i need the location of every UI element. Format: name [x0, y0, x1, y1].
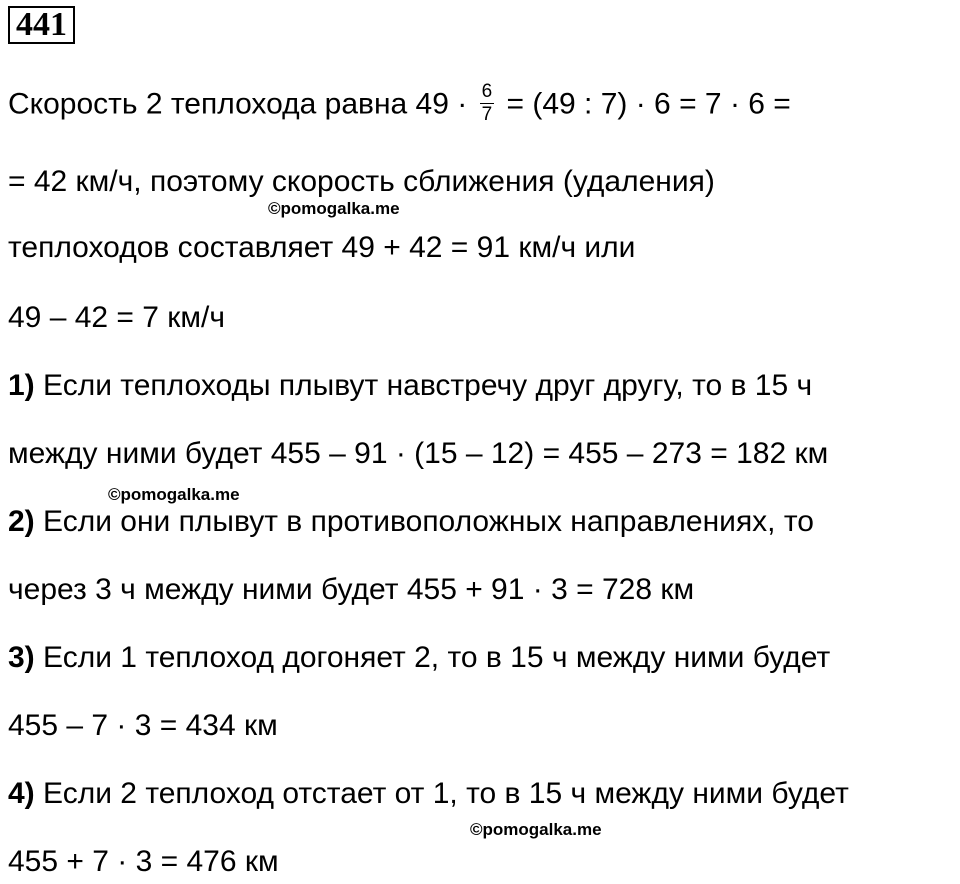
case-2-text: Если они плывут в противоположных направлениях, то: [34, 505, 814, 538]
solution-line-1: [8, 81, 791, 127]
line1-text-after: = (49 : 7) · 6 = 7 · 6 =: [506, 87, 791, 121]
watermark: ©pomogalka.me: [268, 199, 400, 218]
solution-line-2: = 42 км/ч, поэтому скорость сближения (удаления): [8, 165, 715, 198]
case-4-text: Если 2 теплоход отстает от 1, то в 15 ч между ними будет: [34, 777, 849, 810]
case-3-marker: 3): [8, 641, 35, 674]
line1-text-before: Скорость 2 теплохода равна 49 ·: [8, 87, 468, 121]
case-1-marker: 1): [8, 369, 35, 402]
case-4-marker: 4): [8, 777, 35, 810]
case-2-line: [8, 502, 814, 542]
case-3-text: Если 1 теплоход догоняет 2, то в 15 ч между ними будет: [34, 641, 831, 674]
case-4-continuation: 455 + 7 · 3 = 476 км: [8, 845, 279, 878]
case-1-line: [8, 366, 812, 406]
case-3-continuation: 455 – 7 · 3 = 434 км: [8, 709, 278, 742]
fraction-numerator: 6: [481, 81, 493, 102]
fraction-6-7: [480, 82, 495, 125]
solution-line-3: теплоходов составляет 49 + 42 = 91 км/ч или: [8, 231, 636, 264]
watermark: ©pomogalka.me: [470, 820, 602, 839]
case-1-continuation: между ними будет 455 – 91 · (15 – 12) = 455 – 273 = 182 км: [8, 437, 829, 470]
case-4-line: [8, 774, 849, 814]
case-3-line: [8, 638, 830, 678]
fraction-denominator: 7: [481, 104, 493, 125]
case-1-text: Если теплоходы плывут навстречу друг другу, то в 15 ч: [34, 369, 813, 402]
solution-line-4: 49 – 42 = 7 км/ч: [8, 301, 226, 334]
task-number-box: [8, 6, 75, 44]
case-2-marker: 2): [8, 505, 35, 538]
case-2-continuation: через 3 ч между ними будет 455 + 91 · 3 = 728 км: [8, 573, 695, 606]
watermark: ©pomogalka.me: [108, 485, 240, 504]
task-number: 441: [16, 6, 67, 43]
